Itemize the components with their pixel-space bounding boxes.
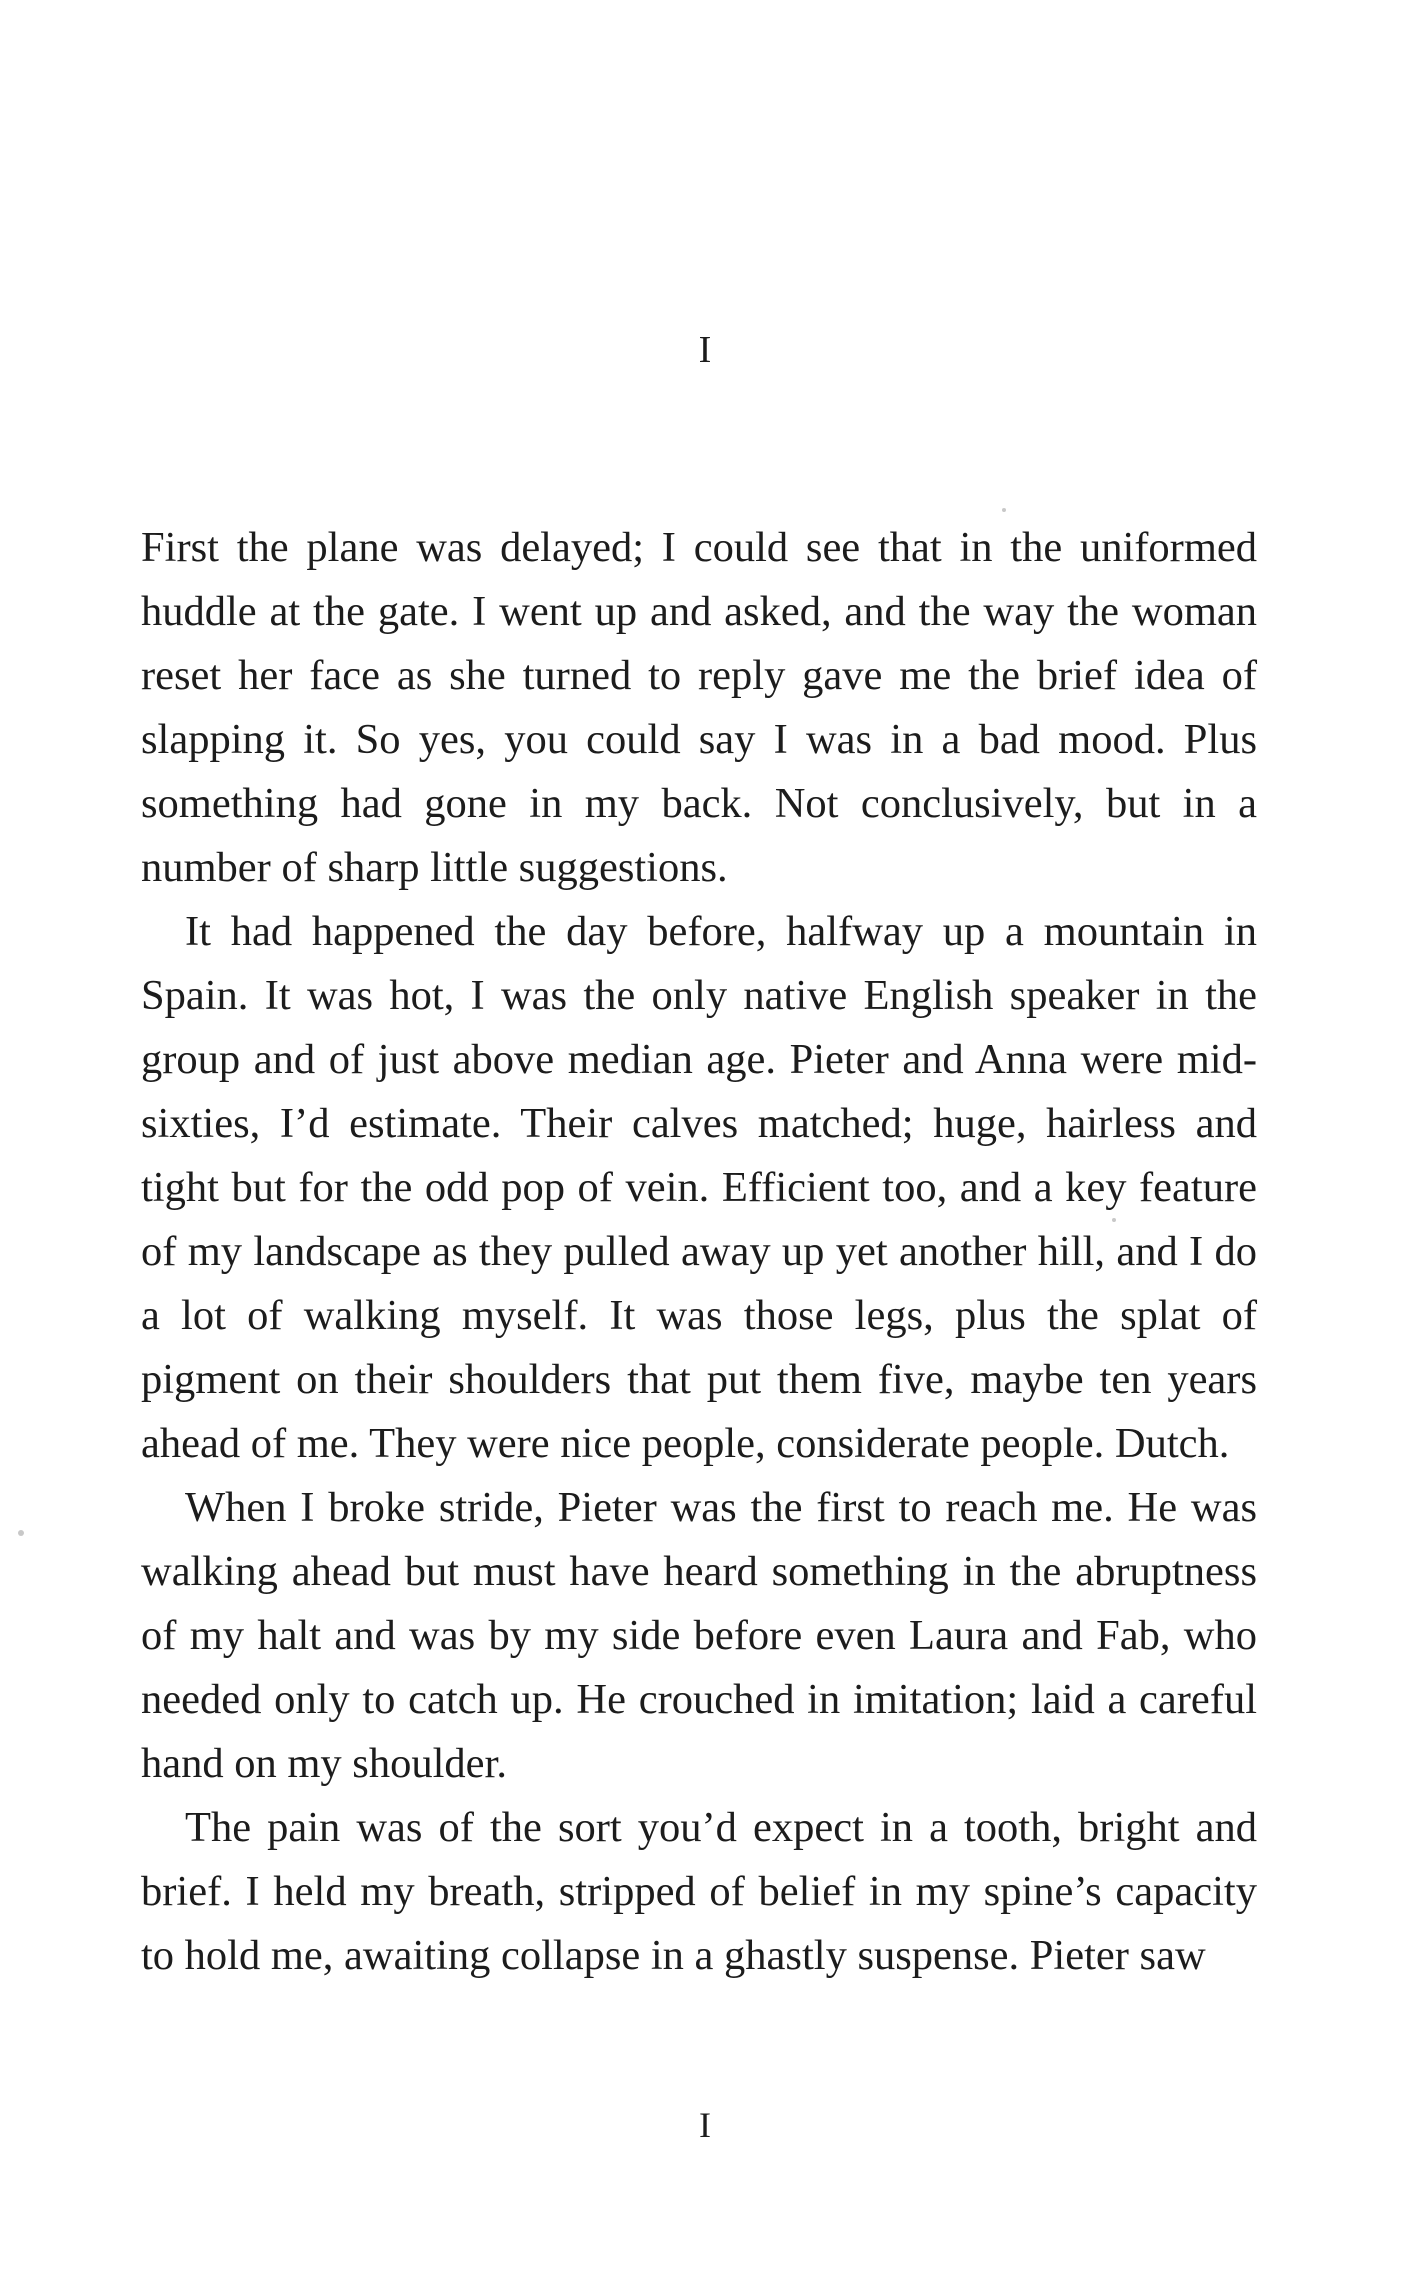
paragraph-2: It had happened the day before, halfway up a mountain in Spain. It was hot, I was the only native English speaker in the group and of just above median age. Pieter and Anna were mid-sixties, I’d estimate. Their calves matched; huge, hairless and tight but for the odd pop of vein. Efficient too, and a key feature of my landscape as they pulled away up yet another hill, and I do a lot of walking myself. It was those legs, plus the splat of pigment on their shoulders that put them five, maybe ten years ahead of me. They were nice people, considerate people. Dutch. <box>141 908 1257 1467</box>
paper-speck <box>1002 508 1006 512</box>
paragraph-3: When I broke stride, Pieter was the first to reach me. He was walking ahead but must have heard something in the abruptness of my halt and was by my side before even Laura and Fab, who needed only to catch up. He crouched in imitation; laid a careful hand on my shoulder. <box>141 1484 1257 1787</box>
paper-speck <box>18 1530 24 1536</box>
paragraph-1: First the plane was delayed; I could see that in the uniformed huddle at the gate. I went up and asked, and the way the woman reset her face as she turned to reply gave me the brief idea of slapping it. So yes, you could say I was in a bad mood. Plus something had gone in my back. Not conclusively, but in a number of sharp little suggestions. <box>141 524 1257 891</box>
paper-speck <box>1112 1218 1116 1222</box>
paragraph-4: The pain was of the sort you’d expect in a tooth, bright and brief. I held my breath, stripped of belief in my spine’s capacity to hold me, awaiting collapse in a ghastly suspense. Pieter saw <box>141 1804 1257 1979</box>
chapter-number: I <box>698 329 712 371</box>
page-number: I <box>699 2105 711 2145</box>
body-text <box>141 516 1257 1988</box>
